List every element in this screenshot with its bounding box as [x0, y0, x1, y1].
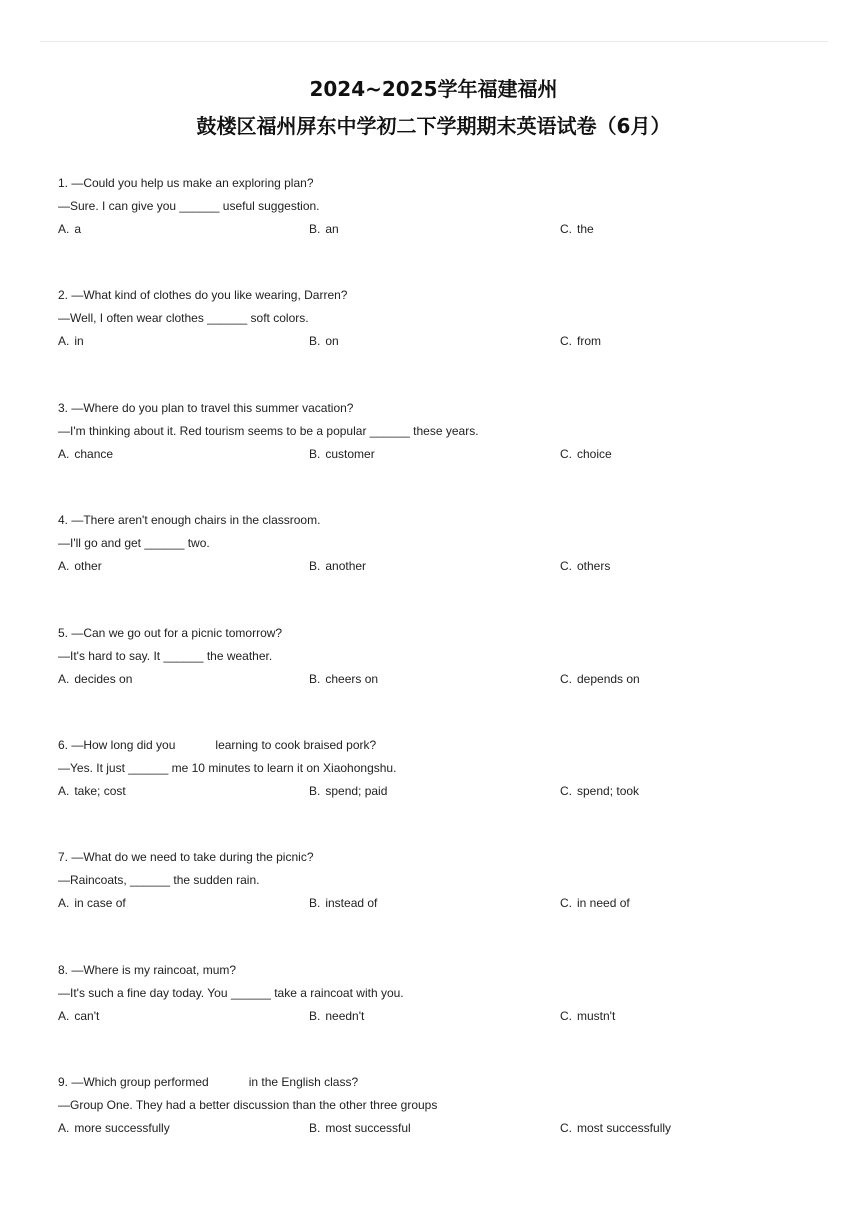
- page-title-line-2: 鼓楼区福州屏东中学初二下学期期末英语试卷（6月）: [196, 114, 671, 138]
- option-b: [309, 218, 339, 241]
- option-text: in case of: [74, 896, 126, 911]
- option-letter: C.: [560, 222, 572, 236]
- option-letter: C.: [560, 334, 572, 349]
- option-letter: B.: [309, 1121, 321, 1136]
- option-text: customer: [325, 446, 375, 461]
- option-b: [309, 1005, 364, 1028]
- option-letter: A.: [58, 446, 70, 461]
- option-text: more successfully: [74, 1121, 170, 1136]
- option-row: [58, 443, 818, 466]
- option-letter: B.: [309, 446, 321, 461]
- option-row: [58, 780, 818, 803]
- option-c: [560, 1005, 615, 1028]
- option-text: decides on: [74, 671, 133, 686]
- option-b: [309, 780, 387, 803]
- option-row: [58, 1005, 818, 1028]
- question-prompt: 7. —What do we need to take during the picnic?: [58, 850, 314, 865]
- option-a: [58, 443, 113, 466]
- option-a: [58, 555, 102, 578]
- question-prompt: 1. —Could you help us make an exploring plan?: [58, 176, 314, 190]
- option-c: [560, 668, 640, 691]
- question-answer-line: —Yes. It just ______ me 10 minutes to learn it on Xiaohongshu.: [58, 760, 397, 775]
- option-text: in: [74, 334, 84, 349]
- option-c: [560, 1117, 671, 1140]
- question-prompt: 6. —How long did you learning to cook braised pork?: [58, 737, 377, 752]
- question-prompt: 3. —Where do you plan to travel this summer vacation?: [58, 400, 354, 415]
- option-text: mustn't: [577, 1008, 616, 1023]
- option-a: [58, 330, 84, 353]
- question-answer-line: —Group One. They had a better discussion than the other three groups: [58, 1098, 438, 1113]
- option-text: a: [74, 222, 82, 236]
- option-text: most successful: [325, 1121, 411, 1136]
- option-letter: A.: [58, 222, 70, 236]
- option-c: [560, 443, 612, 466]
- question-prompt: 9. —Which group performed in the English class?: [58, 1075, 359, 1090]
- option-b: [309, 668, 378, 691]
- question-item: [58, 509, 818, 621]
- option-letter: A.: [58, 334, 70, 349]
- question-answer-line: —I'll go and get ______ two.: [58, 536, 210, 551]
- option-b: [309, 330, 339, 353]
- option-a: [58, 1117, 170, 1140]
- option-b: [309, 555, 366, 578]
- option-text: on: [325, 334, 339, 349]
- question-prompt: 2. —What kind of clothes do you like wearing, Darren?: [58, 288, 348, 303]
- option-letter: B.: [309, 671, 321, 686]
- option-c: [560, 330, 601, 353]
- question-item: [58, 172, 818, 284]
- option-letter: C.: [560, 446, 572, 461]
- option-letter: C.: [560, 1121, 572, 1136]
- question-answer-line: —I'm thinking about it. Red tourism seems to be a popular ______ these years.: [58, 423, 479, 438]
- question-item: [58, 1071, 818, 1183]
- option-text: the: [577, 222, 594, 236]
- option-text: most successfully: [577, 1121, 672, 1136]
- option-a: [58, 1005, 99, 1028]
- page-title-line-1: 2024~2025学年福建福州: [309, 77, 558, 101]
- option-text: depends on: [577, 671, 640, 686]
- option-text: can't: [74, 1008, 100, 1023]
- option-letter: A.: [58, 1121, 70, 1136]
- option-letter: B.: [309, 896, 321, 911]
- option-row: [58, 892, 818, 915]
- option-letter: A.: [58, 671, 70, 686]
- question-item: [58, 622, 818, 734]
- top-divider: [40, 41, 828, 42]
- option-text: instead of: [325, 896, 378, 911]
- option-c: [560, 892, 630, 915]
- question-prompt: 8. —Where is my raincoat, mum?: [58, 962, 237, 977]
- option-text: other: [74, 559, 102, 574]
- option-text: chance: [74, 446, 114, 461]
- option-letter: B.: [309, 783, 321, 798]
- option-letter: B.: [309, 1008, 321, 1023]
- option-text: an: [325, 222, 339, 236]
- option-letter: B.: [309, 334, 321, 349]
- option-letter: A.: [58, 559, 70, 574]
- option-letter: C.: [560, 559, 572, 574]
- option-text: in need of: [577, 896, 630, 911]
- option-text: take; cost: [74, 783, 126, 798]
- question-item: [58, 284, 818, 396]
- option-row: [58, 218, 818, 241]
- option-text: needn't: [325, 1008, 365, 1023]
- question-prompt: 5. —Can we go out for a picnic tomorrow?: [58, 625, 283, 640]
- option-row: [58, 555, 818, 578]
- question-answer-line: —It's hard to say. It ______ the weather.: [58, 648, 273, 663]
- option-text: spend; took: [577, 783, 640, 798]
- question-answer-line: —Raincoats, ______ the sudden rain.: [58, 873, 260, 888]
- option-b: [309, 1117, 411, 1140]
- option-letter: A.: [58, 783, 70, 798]
- option-b: [309, 443, 375, 466]
- option-c: [560, 780, 639, 803]
- question-prompt: 4. —There aren't enough chairs in the classroom.: [58, 513, 321, 528]
- option-letter: A.: [58, 1008, 70, 1023]
- option-row: [58, 330, 818, 353]
- option-text: spend; paid: [325, 783, 388, 798]
- option-a: [58, 218, 81, 241]
- option-c: [560, 218, 594, 241]
- option-letter: C.: [560, 896, 572, 911]
- option-letter: B.: [309, 222, 321, 236]
- question-item: [58, 846, 818, 958]
- option-row: [58, 1117, 818, 1140]
- question-answer-line: —Sure. I can give you ______ useful suggestion.: [58, 199, 320, 213]
- option-text: choice: [577, 446, 612, 461]
- option-text: from: [577, 334, 601, 349]
- option-a: [58, 668, 132, 691]
- option-a: [58, 780, 126, 803]
- question-list: [58, 172, 818, 1184]
- question-item: [58, 959, 818, 1071]
- option-b: [309, 892, 377, 915]
- option-text: others: [577, 559, 611, 574]
- option-letter: B.: [309, 559, 321, 574]
- option-letter: C.: [560, 783, 572, 798]
- question-item: [58, 734, 818, 846]
- option-text: another: [325, 559, 367, 574]
- option-row: [58, 668, 818, 691]
- question-answer-line: —It's such a fine day today. You ______ take a raincoat with you.: [58, 985, 404, 1000]
- option-a: [58, 892, 126, 915]
- option-c: [560, 555, 610, 578]
- question-item: [58, 397, 818, 509]
- option-text: cheers on: [325, 671, 379, 686]
- option-letter: C.: [560, 1008, 572, 1023]
- option-letter: C.: [560, 671, 572, 686]
- question-answer-line: —Well, I often wear clothes ______ soft colors.: [58, 311, 309, 326]
- option-letter: A.: [58, 896, 70, 911]
